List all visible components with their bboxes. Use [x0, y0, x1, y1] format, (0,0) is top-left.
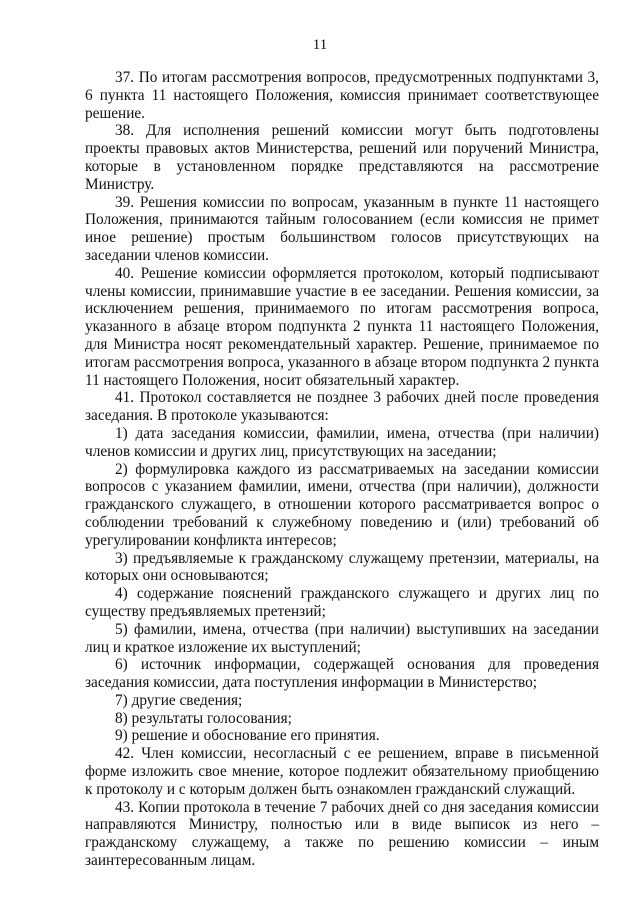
list-item-8: 8) результаты голосования;	[115, 709, 292, 727]
paragraph-38: 38. Для исполнения решений комиссии могут быть подготовлены проекты правовых актов Министерства, решений или поручений Министра, которые в установленном порядке представляются на рассмотрение Министру.	[85, 122, 599, 193]
list-item-5: 5) фамилии, имена, отчества (при наличии) выступивших на заседании лиц и краткое изложение их выступлений;	[85, 620, 599, 656]
paragraph-37: 37. По итогам рассмотрения вопросов, предусмотренных подпунктами 3, 6 пункта 11 настоящего Положения, комиссия принимает соответствующее решение.	[85, 69, 599, 122]
list-item-3: 3) предъявляемые к гражданскому служащему претензии, материалы, на которых они основываются;	[85, 549, 599, 585]
list-item-2: 2) формулировка каждого из рассматриваемых на заседании комиссии вопросов с указанием фамилии, имени, отчества (при наличии), должности гражданского служащего, в отношении которого рассматривается вопрос о соблюдении требований к служебному поведению и (или) требований об урегулировании конфликта интересов;	[85, 460, 599, 549]
paragraph-43: 43. Копии протокола в течение 7 рабочих дней со дня заседания комиссии направляются Министру, полностью или в виде выписок из него – гражданскому служащему, а также по решению комиссии – иным заинтересованным лицам.	[85, 798, 599, 870]
document-body	[85, 69, 599, 870]
paragraph-41: 41. Протокол составляется не позднее 3 рабочих дней после проведения заседания. В протоколе указываются:	[85, 389, 599, 425]
paragraph-39: 39. Решения комиссии по вопросам, указанным в пункте 11 настоящего Положения, принимаются тайным голосованием (если комиссия не примет иное решение) простым большинством голосов присутствующих на заседании членов комиссии.	[85, 193, 599, 264]
list-item-7: 7) другие сведения;	[115, 691, 243, 709]
list-item-6: 6) источник информации, содержащей основания для проведения заседания комиссии, дата поступления информации в Министерство;	[85, 656, 599, 692]
list-item-9: 9) решение и обоснование его принятия.	[115, 727, 380, 745]
paragraph-40: 40. Решение комиссии оформляется протоколом, который подписывают члены комиссии, принимавшие участие в ее заседании. Решения комиссии, за исключением решения, принимаемого по итогам рассмотрения вопроса, указанного в абзаце втором подпункта 2 пункта 11 настоящего Положения, для Министра носят рекомендательный характер. Решение, принимаемое по итогам рассмотрения вопроса, указанного в абзаце втором подпункта 2 пункта 11 настоящего Положения, носит обязательный характер.	[85, 264, 599, 389]
paragraph-42: 42. Член комиссии, несогласный с ее решением, вправе в письменной форме изложить свое мнение, которое подлежит обязательному приобщению к протоколу и с которым должен быть ознакомлен гражданский служащий.	[85, 745, 599, 798]
list-item-4: 4) содержание пояснений гражданского служащего и других лиц по существу предъявляемых претензий;	[85, 585, 599, 620]
page-number: 11	[312, 37, 328, 53]
list-item-1: 1) дата заседания комиссии, фамилии, имена, отчества (при наличии) членов комиссии и других лиц, присутствующих на заседании;	[85, 424, 599, 460]
